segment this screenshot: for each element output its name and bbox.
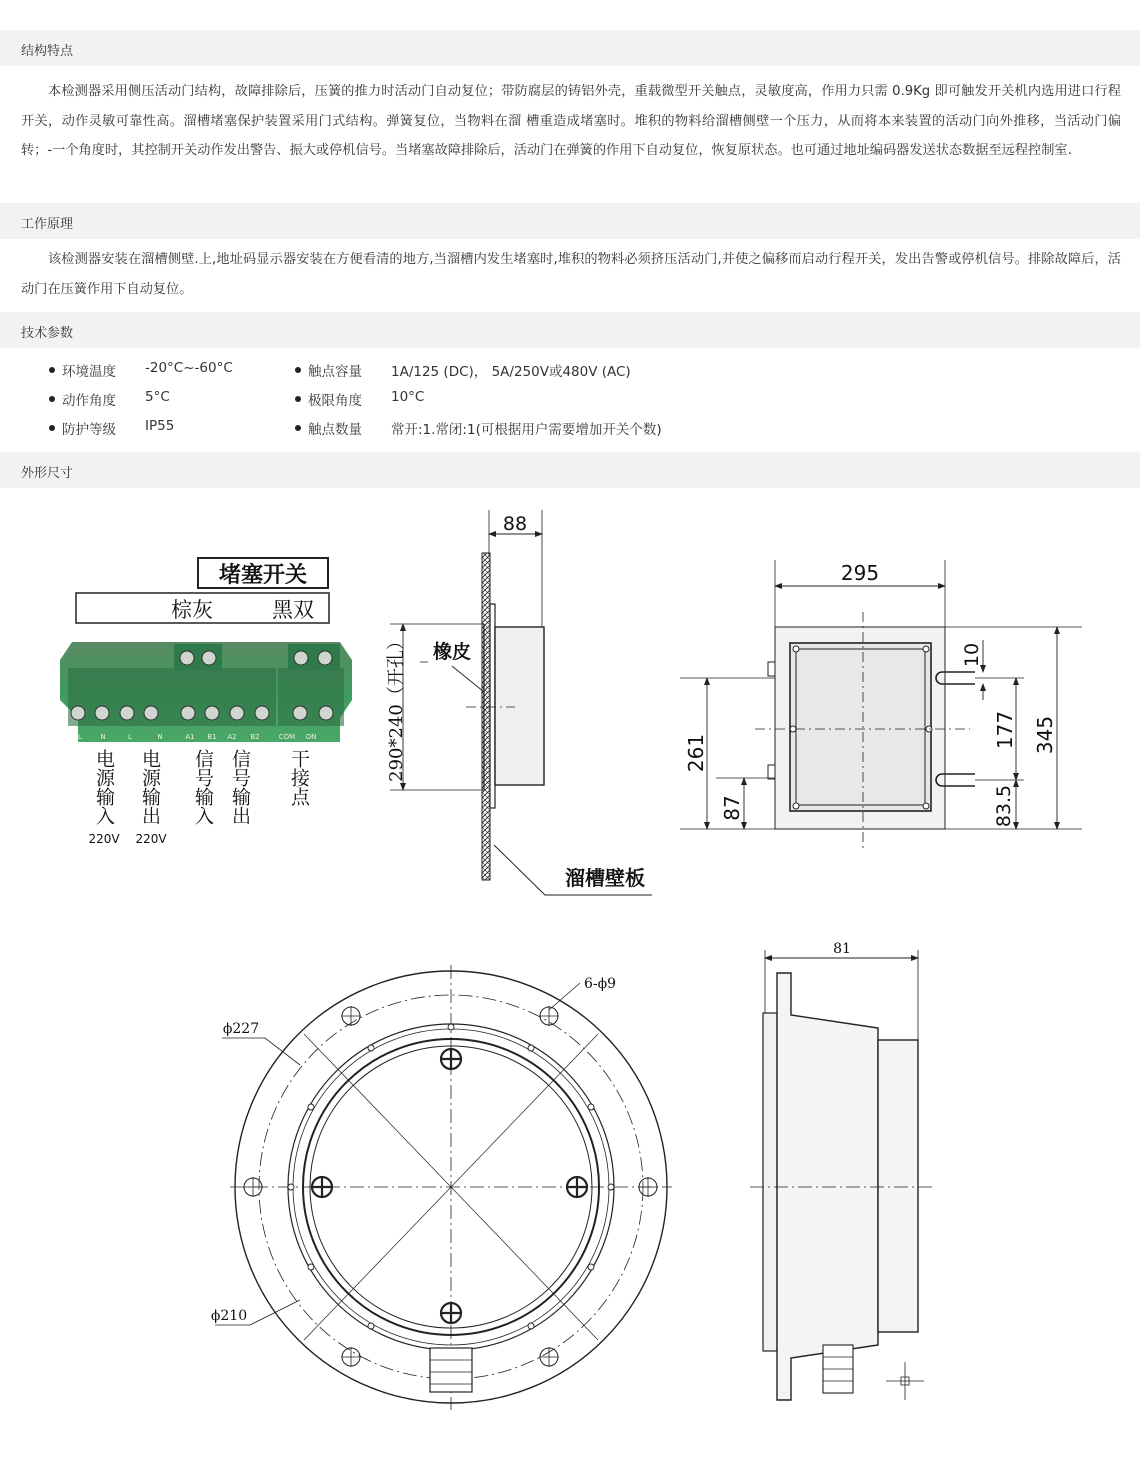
spec-item <box>295 418 662 438</box>
terminal-mark: ON <box>305 733 317 741</box>
dim-87-label: 87 <box>720 795 744 821</box>
section-header-params <box>0 312 1140 348</box>
terminal-diagram <box>60 558 352 846</box>
chute-wall-label: 溜槽壁板 <box>565 866 645 890</box>
dim-10-label: 10 <box>961 642 983 668</box>
opening-label: 290*240（开孔） <box>386 632 407 782</box>
spec-value: 常开:1.常闭:1(可根据用户需要增加开关个数) <box>391 422 662 438</box>
caption-voltage: 220V <box>135 832 167 846</box>
principle-paragraph: 该检测器安装在溜槽侧壁.上,地址码显示器安装在方便看清的地方,当溜槽内发生堵塞时,堆积的物料必须挤压活动门,并使之偏移而启动行程开关，发出告警或停机信号。排除故障后，活动门在压簧作用下自动复位。 <box>21 252 1121 297</box>
wire-color-left: 棕灰 <box>171 598 213 622</box>
terminal-mark: COM <box>278 733 296 741</box>
mounting-flange <box>490 604 495 808</box>
round-side-view <box>750 950 932 1400</box>
caption-voltage: 220V <box>88 832 120 846</box>
wire-color-right: 黑双 <box>272 598 314 622</box>
cable-gland <box>430 1348 472 1392</box>
terminal-mark: B2 <box>250 733 260 741</box>
bullet-icon <box>49 396 55 402</box>
spec-value: -20°C~-60°C <box>145 360 233 376</box>
caption-dry-contact: 干接点 <box>288 749 310 806</box>
dimension-drawings <box>0 488 1140 1478</box>
caption-power-out: 电源输出 <box>139 749 161 825</box>
caption-signal-in: 信号输入 <box>192 749 214 825</box>
bullet-icon <box>295 396 301 402</box>
bullet-icon <box>295 367 301 373</box>
detector-body <box>495 627 544 785</box>
caption-power-in: 电源输入 <box>93 749 115 825</box>
terminal-mark: N <box>157 733 163 741</box>
bullet-icon <box>295 425 301 431</box>
spec-item <box>295 360 631 380</box>
front-width-label: 295 <box>840 561 880 585</box>
section-title: 结构特点 <box>21 44 74 59</box>
spec-label: 动作角度 <box>62 393 116 409</box>
side-section-view <box>390 510 652 895</box>
spec-label: 极限角度 <box>308 393 362 409</box>
spec-label: 触点数量 <box>308 422 362 438</box>
diameter-210-label: ϕ210 <box>210 1308 248 1324</box>
structure-paragraph: 本检测器采用侧压活动门结构，故障排除后，压簧的推力时活动门自动复位；带防腐层的铸铝外壳，重载微型开关触点，灵敏度高，作用力只需 0.9Kg 即可触发开关机内选用进口行程开关，动作灵敏可靠性高。溜槽堵塞保护装置采用门式结构。弹簧复位，当物料在溜 槽重造成堵塞时。堆积的物料给溜槽侧壁一个压力，从而将本来装置的活动门向外推移，当活动门偏转；-一个角度时，其控制开关动作发出警告、振大或停机信号。当堵塞故障排除后，活动门在弹簧的作用下自动复位，恢复原状态。也可通过地址编码器发送状态数据至远程控制室. <box>21 84 1121 158</box>
dim-261-label: 261 <box>684 733 708 773</box>
spec-value: 1A/125 (DC)， 5A/250V或480V (AC) <box>391 364 631 380</box>
bullet-icon <box>49 425 55 431</box>
round-front-view <box>215 965 672 1410</box>
spec-label: 环境温度 <box>62 364 116 380</box>
front-height-label: 345 <box>1033 715 1057 755</box>
spec-item <box>49 389 170 409</box>
spec-label: 防护等级 <box>62 422 116 438</box>
terminal-mark: N <box>100 733 106 741</box>
terminal-mark: A2 <box>227 733 237 741</box>
terminal-mark: L <box>128 733 132 741</box>
chute-wall-panel <box>482 553 490 880</box>
terminal-title: 堵塞开关 <box>218 562 308 588</box>
front-door <box>790 643 931 811</box>
diameter-227-label: ϕ227 <box>222 1021 260 1037</box>
terminal-mark: B1 <box>207 733 217 741</box>
spec-value: IP55 <box>145 418 175 434</box>
dim-83-label: 83.5 <box>993 784 1015 828</box>
side-depth-81-label: 81 <box>833 941 851 957</box>
bullet-icon <box>49 367 55 373</box>
terminal-block <box>278 668 344 726</box>
spec-label: 触点容量 <box>308 364 362 380</box>
terminal-mark: L <box>78 733 82 741</box>
dim-177-label: 177 <box>993 710 1017 750</box>
spec-item <box>49 360 233 380</box>
rubber-label: 橡皮 <box>432 641 472 663</box>
spec-value: 10°C <box>391 389 425 405</box>
terminal-mark: A1 <box>185 733 195 741</box>
section-title: 工作原理 <box>21 217 74 232</box>
holes-label: 6-ϕ9 <box>583 976 617 992</box>
section-title: 外形尺寸 <box>21 466 74 481</box>
side-depth-label: 88 <box>502 513 528 535</box>
section-title: 技术参数 <box>21 326 74 341</box>
caption-signal-out: 信号输出 <box>229 749 251 825</box>
spec-item <box>49 418 175 438</box>
section-header-principle <box>0 203 1140 239</box>
section-header-dimensions <box>0 452 1140 488</box>
spec-item <box>295 389 425 409</box>
section-header-structure <box>0 30 1140 66</box>
spec-value: 5°C <box>145 389 170 405</box>
